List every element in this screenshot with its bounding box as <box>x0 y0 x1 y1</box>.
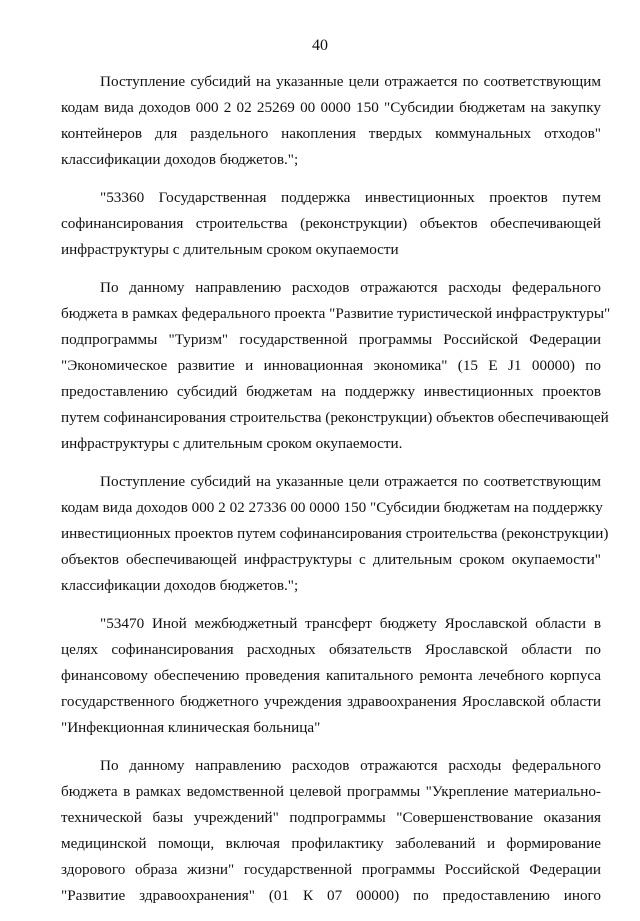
text-line: "53470 Иной межбюджетный трансферт бюджету Ярославской области в <box>100 615 601 632</box>
text-line: "Экономическое развитие и инновационная экономика" (15 Е J1 00000) по <box>61 357 601 374</box>
text-line: софинансирования строительства (реконструкции) объектов обеспечивающей <box>61 215 601 232</box>
text-line: здорового образа жизни" государственной программы Российской Федерации <box>61 861 601 878</box>
text-line: бюджета в рамках федерального проекта "Развитие туристической инфраструктуры" <box>61 305 611 322</box>
text-line: "Развитие здравоохранения" (01 К 07 00000) по предоставлению иного <box>61 887 601 904</box>
text-line: кодам вида доходов 000 2 02 27336 00 0000 150 "Субсидии бюджетам на поддержку <box>61 499 603 516</box>
text-line: Поступление субсидий на указанные цели отражается по соответствующим <box>100 73 601 90</box>
paragraph <box>61 185 601 263</box>
text-line: инвестиционных проектов путем софинансирования строительства (реконструкции) <box>61 525 609 542</box>
document-body <box>61 69 611 921</box>
text-line: кодам вида доходов 000 2 02 25269 00 0000 150 "Субсидии бюджетам на закупку <box>61 99 601 116</box>
text-line: "53360 Государственная поддержка инвестиционных проектов путем <box>100 189 601 206</box>
paragraph <box>61 753 601 909</box>
text-line: предоставлению субсидий бюджетам на поддержку инвестиционных проектов <box>61 383 601 400</box>
paragraph <box>61 275 611 457</box>
paragraph <box>61 469 609 599</box>
text-line: контейнеров для раздельного накопления твердых коммунальных отходов" <box>61 125 601 142</box>
text-line: медицинской помощи, включая профилактику заболеваний и формирование <box>61 835 601 852</box>
text-line: По данному направлению расходов отражаются расходы федерального <box>100 279 601 296</box>
text-line: классификации доходов бюджетов."; <box>61 151 299 168</box>
text-line: путем софинансирования строительства (реконструкции) объектов обеспечивающей <box>61 409 609 426</box>
text-line: государственного бюджетного учреждения здравоохранения Ярославской области <box>61 693 601 710</box>
text-line: подпрограммы "Туризм" государственной программы Российской Федерации <box>61 331 601 348</box>
paragraph <box>61 69 601 173</box>
page-number: 40 <box>312 37 328 54</box>
text-line: целях софинансирования расходных обязательств Ярославской области по <box>61 641 601 658</box>
text-line: По данному направлению расходов отражаются расходы федерального <box>100 757 601 774</box>
paragraph <box>61 611 601 741</box>
text-line: инфраструктуры с длительным сроком окупаемости <box>61 241 399 258</box>
text-line: "Инфекционная клиническая больница" <box>61 719 321 736</box>
text-line: инфраструктуры с длительным сроком окупаемости. <box>61 435 403 452</box>
text-line: объектов обеспечивающей инфраструктуры с длительным сроком окупаемости" <box>61 551 601 568</box>
text-line: Поступление субсидий на указанные цели отражается по соответствующим <box>100 473 601 490</box>
text-line: бюджета в рамках ведомственной целевой программы "Укрепление материально- <box>61 783 601 800</box>
text-line: технической базы учреждений" подпрограммы "Совершенствование оказания <box>61 809 601 826</box>
text-line: классификации доходов бюджетов."; <box>61 577 299 594</box>
text-line: финансовому обеспечению проведения капитального ремонта лечебного корпуса <box>61 667 601 684</box>
